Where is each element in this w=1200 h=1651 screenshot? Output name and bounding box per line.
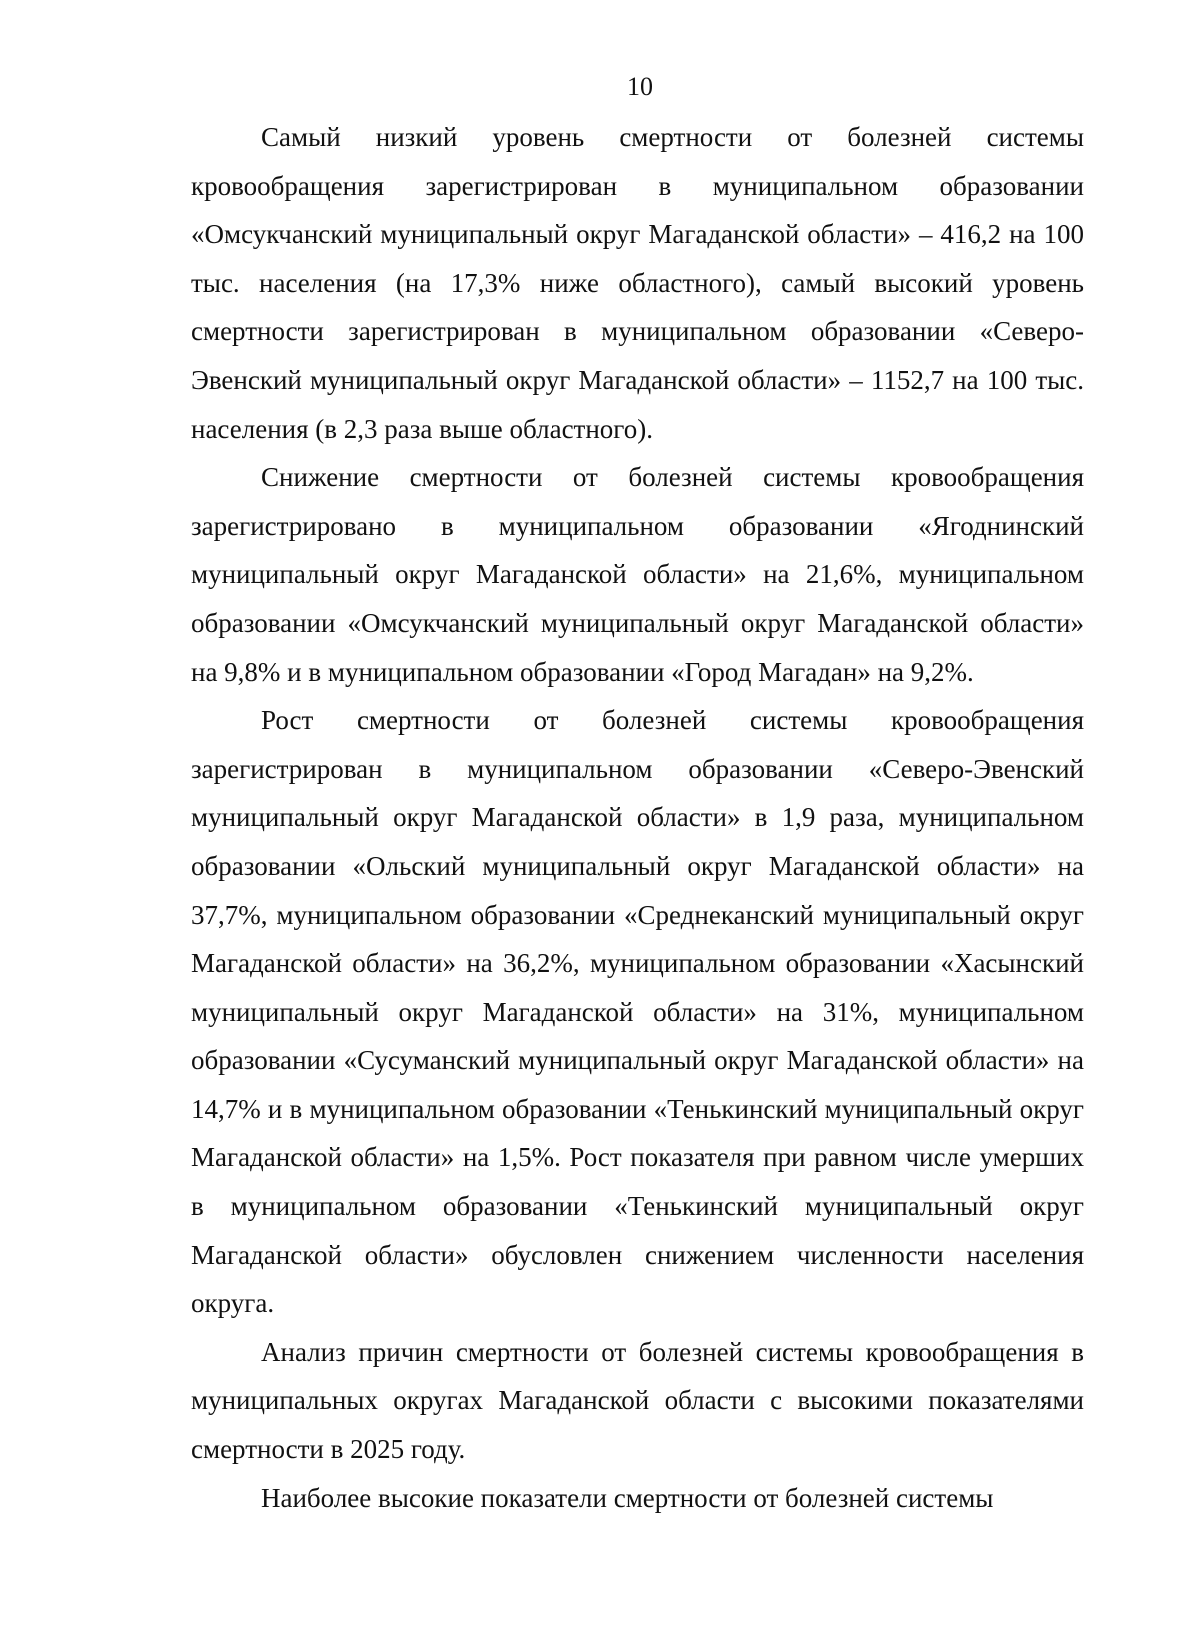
paragraph-highest-indicators: Наиболее высокие показатели смертности от болезней системы <box>261 1482 994 1513</box>
paragraph-mortality-decrease: Снижение смертности от болезней системы кровообращения зарегистрировано в муниципальном образовании «Ягоднинский муниципальный округ Магаданской области» на 21,6%, муниципальном образовании «Омсукчанский муниципальный округ Магаданской области» на 9,8% и в муниципальном образовании «Город Магадан» на 9,2%. <box>191 462 1084 687</box>
document-body <box>191 113 1084 1522</box>
page-number: 10 <box>627 72 653 101</box>
paragraph-mortality-increase: Рост смертности от болезней системы кровообращения зарегистрирован в муниципальном образовании «Северо-Эвенский муниципальный округ Магаданской области» в 1,9 раза, муниципальном образовании «Ольский муниципальный округ Магаданской области» на 37,7%, муниципальном образовании «Среднеканский муниципальный округ Магаданской области» на 36,2%, муниципальном образовании «Хасынский муниципальный округ Магаданской области» на 31%, муниципальном образовании «Сусуманский муниципальный округ Магаданской области» на 14,7% и в муниципальном образовании «Тенькинский муниципальный округ Магаданской области» на 1,5%. Рост показателя при равном числе умерших в муниципальном образовании «Тенькинский муниципальный округ Магаданской области» обусловлен снижением численности населения округа. <box>191 705 1084 1319</box>
paragraph-cause-analysis: Анализ причин смертности от болезней системы кровообращения в муниципальных округах Магаданской области с высокими показателями смертности в 2025 году. <box>191 1336 1084 1465</box>
paragraph-lowest-highest-mortality: Самый низкий уровень смертности от болезней системы кровообращения зарегистрирован в муниципальном образовании «Омсукчанский муниципальный округ Магаданской области» – 416,2 на 100 тыс. населения (на 17,3% ниже областного), самый высокий уровень смертности зарегистрирован в муниципальном образовании «Северо-Эвенский муниципальный округ Магаданской области» – 1152,7 на 100 тыс. населения (в 2,3 раза выше областного). <box>191 122 1084 444</box>
